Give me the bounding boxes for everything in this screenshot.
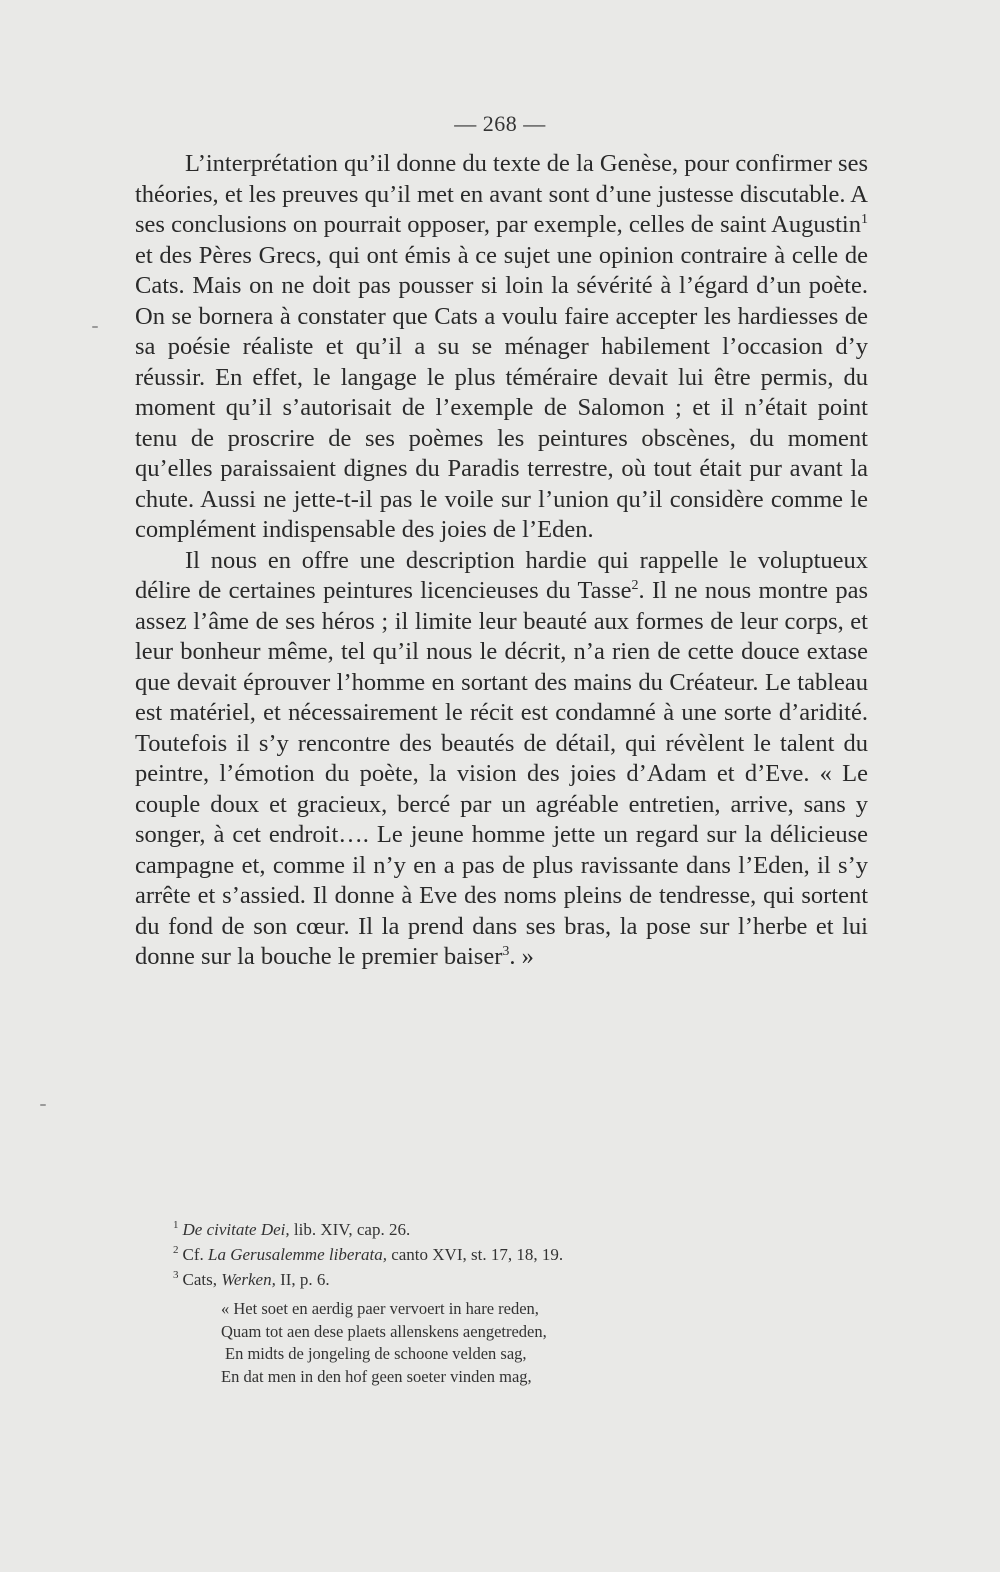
paragraph-2: Il nous en offre une description hardie qui rappelle le voluptueux délire de certaines peintures licencieuses du Tasse$^2$. Il ne nous montre pas assez l’âme de ses héros ; il limite leur beauté aux formes de leur corps, et leur bonheur même, tel qu’il nous le décrit, n’a rien de cette douce extase que devait éprouver l’homme en sortant des mains du Créateur. Le tableau est matériel, et nécessairement le récit est condamné à une sorte d’aridité. Toutefois il s’y rencontre des beautés de détail, qui révèlent le talent du peintre, l’émotion du poète, la vision des joies d’Adam et d’Eve. « Le couple doux et gracieux, bercé par un agréable entretien, arrive, sans y songer, à cet endroit…. Le jeune homme jette un regard sur la délicieuse campagne et, comme il n’y en a pas de plus ravissante dans l’Eden, il s’y arrête et s’assied. Il donne à Eve des noms pleins de tendresse, qui sortent du fond de son cœur. Il la prend dans ses bras, la pose sur l’herbe et lui donne sur la bouche le premier baiser$^3$. » <box>135 546 868 970</box>
footnote-mark: 1 <box>173 1219 179 1232</box>
footnote-mark: 2 <box>173 1244 179 1257</box>
verse-line: Quam tot aen dese plaets allenskens aengetreden, <box>221 1321 547 1341</box>
verse-line: « Het soet en aerdig paer vervoert in hare reden, <box>221 1299 539 1318</box>
footnote-2: $^2$ Cf. La Gerusalemme liberata, canto XVI, st. 17, 18, 19. <box>173 1244 564 1264</box>
footnote-title: La Gerusalemme liberata, <box>208 1245 387 1264</box>
verse-line: En midts de jongeling de schoone velden sag, <box>225 1344 527 1363</box>
paper-speck <box>92 326 98 328</box>
page-number: — 268 — <box>454 111 546 136</box>
paper-speck <box>40 1104 46 1106</box>
footnote-title: Werken, <box>221 1270 276 1289</box>
footnote-ref-2: 2 <box>631 577 639 593</box>
main-text <box>135 149 868 973</box>
verse-line: En dat men in den hof geen soeter vinden mag, <box>221 1366 532 1386</box>
footnote-title: De civitate Dei, <box>182 1220 290 1239</box>
footnotes <box>173 1217 733 1388</box>
verse-quote <box>221 1298 733 1388</box>
footnote-3: $^3$ Cats, Werken, II, p. 6. <box>173 1269 330 1289</box>
footnote-mark: 3 <box>173 1269 179 1282</box>
footnote-1: $^1$ De civitate Dei, lib. XIV, cap. 26. <box>173 1219 411 1239</box>
paragraph-1: L’interprétation qu’il donne du texte de la Genèse, pour confirmer ses théories, et les preuves qu’il met en avant sont d’une justesse discutable. A ses conclusions on pourrait opposer, par exemple, celles de saint Augustin$^1$ et des Pères Grecs, qui ont émis à ce sujet une opinion contraire à celle de Cats. Mais on ne doit pas pousser si loin la sévérité à l’égard d’un poète. On se bornera à constater que Cats a voulu faire accepter les hardiesses de sa poésie réaliste et qu’il a su se ménager habilement l’occasion d’y réussir. En effet, le langage le plus téméraire devait lui être permis, du moment qu’il s’autorisait de l’exemple de Salomon ; et il n’était point tenu de proscrire de ses poèmes les peintures obscènes, du moment qu’elles paraissaient dignes du Paradis terrestre, où tout était pur avant la chute. Aussi ne jette-t-il pas le voile sur l’union qu’il considère comme le complément indispensable des joies de l’Eden. <box>135 150 868 543</box>
footnote-ref-1: 1 <box>861 211 868 227</box>
footnote-ref-3: 3 <box>502 943 510 959</box>
